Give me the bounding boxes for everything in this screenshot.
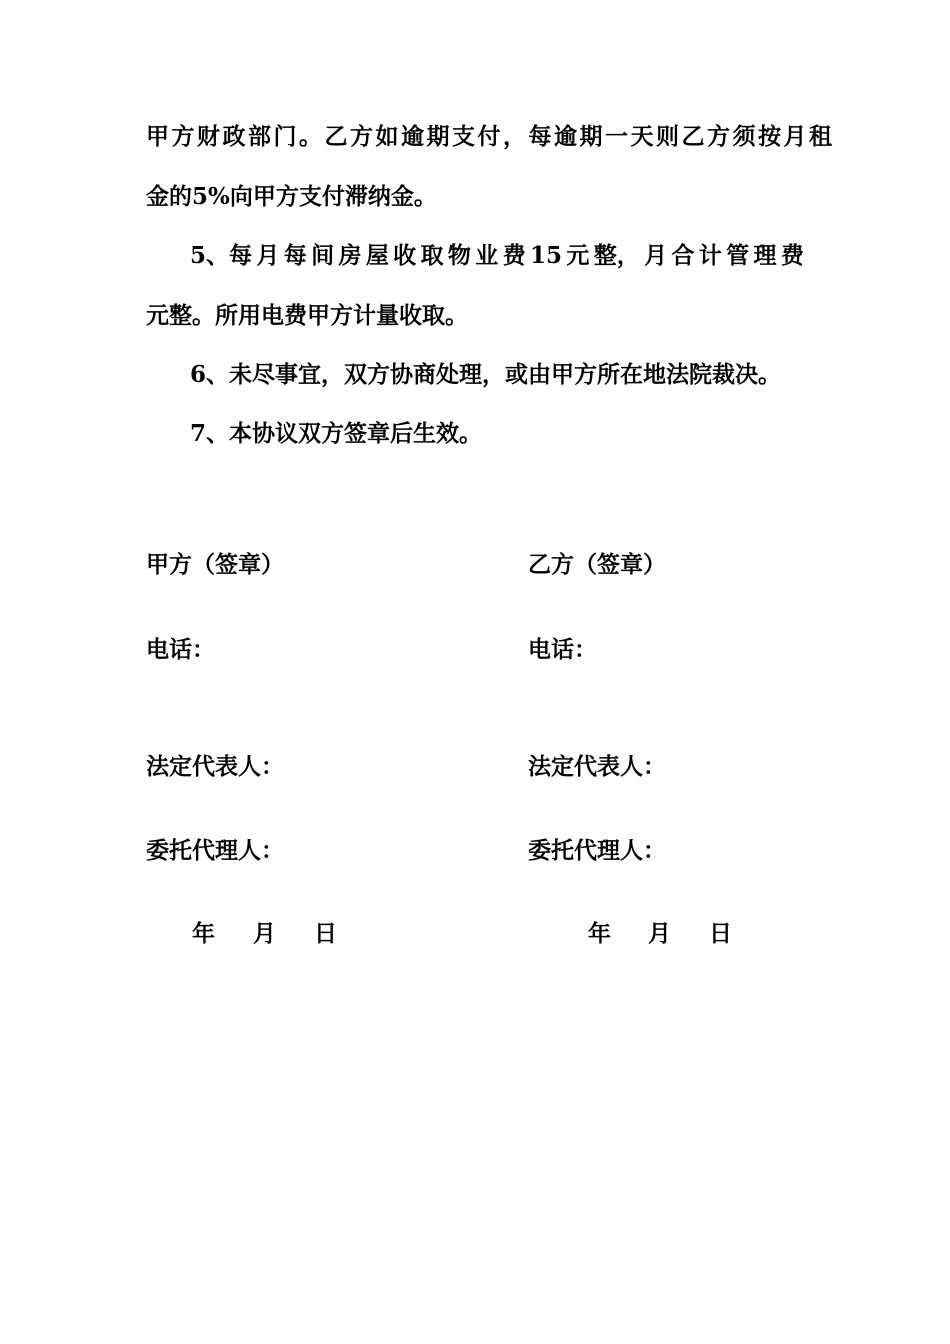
paragraph-5-word: 15 — [529, 242, 562, 269]
party-b-date-month: 月 — [648, 920, 671, 947]
paragraph-5-word: 整， — [593, 242, 640, 269]
paragraph-5-word: 月 — [256, 242, 280, 269]
party-b-legal-rep-label: 法定代表人： — [528, 753, 666, 780]
paragraph-5-word: 每 — [283, 242, 307, 269]
paragraph-5-word: 理 — [753, 242, 777, 269]
paragraph-5-word: 屋 — [365, 242, 389, 269]
party-b-date-year: 年 — [588, 920, 611, 947]
paragraph-4-line-2: 金的5%向甲方支付滞纳金。 — [146, 183, 437, 210]
paragraph-5-word: 5、每 — [190, 242, 253, 269]
paragraph-5-word: 物 — [447, 242, 471, 269]
party-a-date-year: 年 — [192, 920, 215, 947]
party-a-phone-label: 电话： — [146, 636, 215, 663]
party-b-phone-label: 电话： — [528, 636, 597, 663]
party-a-date-day: 日 — [314, 920, 337, 947]
paragraph-5-word: 计 — [698, 242, 722, 269]
paragraph-5-word: 房 — [338, 242, 362, 269]
party-a-date-month: 月 — [253, 920, 276, 947]
party-b-date-day: 日 — [709, 920, 732, 947]
party-b-seal-label: 乙方（签章） — [528, 551, 666, 578]
paragraph-5-word: 月 — [644, 242, 668, 269]
paragraph-5-line-2: 元整。所用电费甲方计量收取。 — [146, 302, 468, 329]
party-a-legal-rep-label: 法定代表人： — [146, 753, 284, 780]
party-b-agent-label: 委托代理人： — [528, 837, 666, 864]
paragraph-5-word: 收 — [393, 242, 417, 269]
paragraph-7: 7、本协议双方签章后生效。 — [190, 420, 483, 447]
party-a-seal-label: 甲方（签章） — [146, 551, 284, 578]
paragraph-5-word: 元 — [566, 242, 590, 269]
paragraph-5-word: 费 — [502, 242, 526, 269]
paragraph-5-word: 间 — [311, 242, 335, 269]
paragraph-5-word: 取 — [420, 242, 444, 269]
paragraph-5-word: 管 — [726, 242, 750, 269]
paragraph-5-word: 费 — [780, 242, 804, 269]
paragraph-5-line-1 — [190, 242, 804, 270]
party-a-agent-label: 委托代理人： — [146, 837, 284, 864]
paragraph-5-word: 合 — [671, 242, 695, 269]
paragraph-4-line-1: 甲方财政部门。乙方如逾期支付，每逾期一天则乙方须按月租 — [146, 123, 835, 150]
paragraph-6: 6、未尽事宜，双方协商处理，或由甲方所在地法院裁决。 — [190, 361, 782, 388]
paragraph-5-word: 业 — [475, 242, 499, 269]
